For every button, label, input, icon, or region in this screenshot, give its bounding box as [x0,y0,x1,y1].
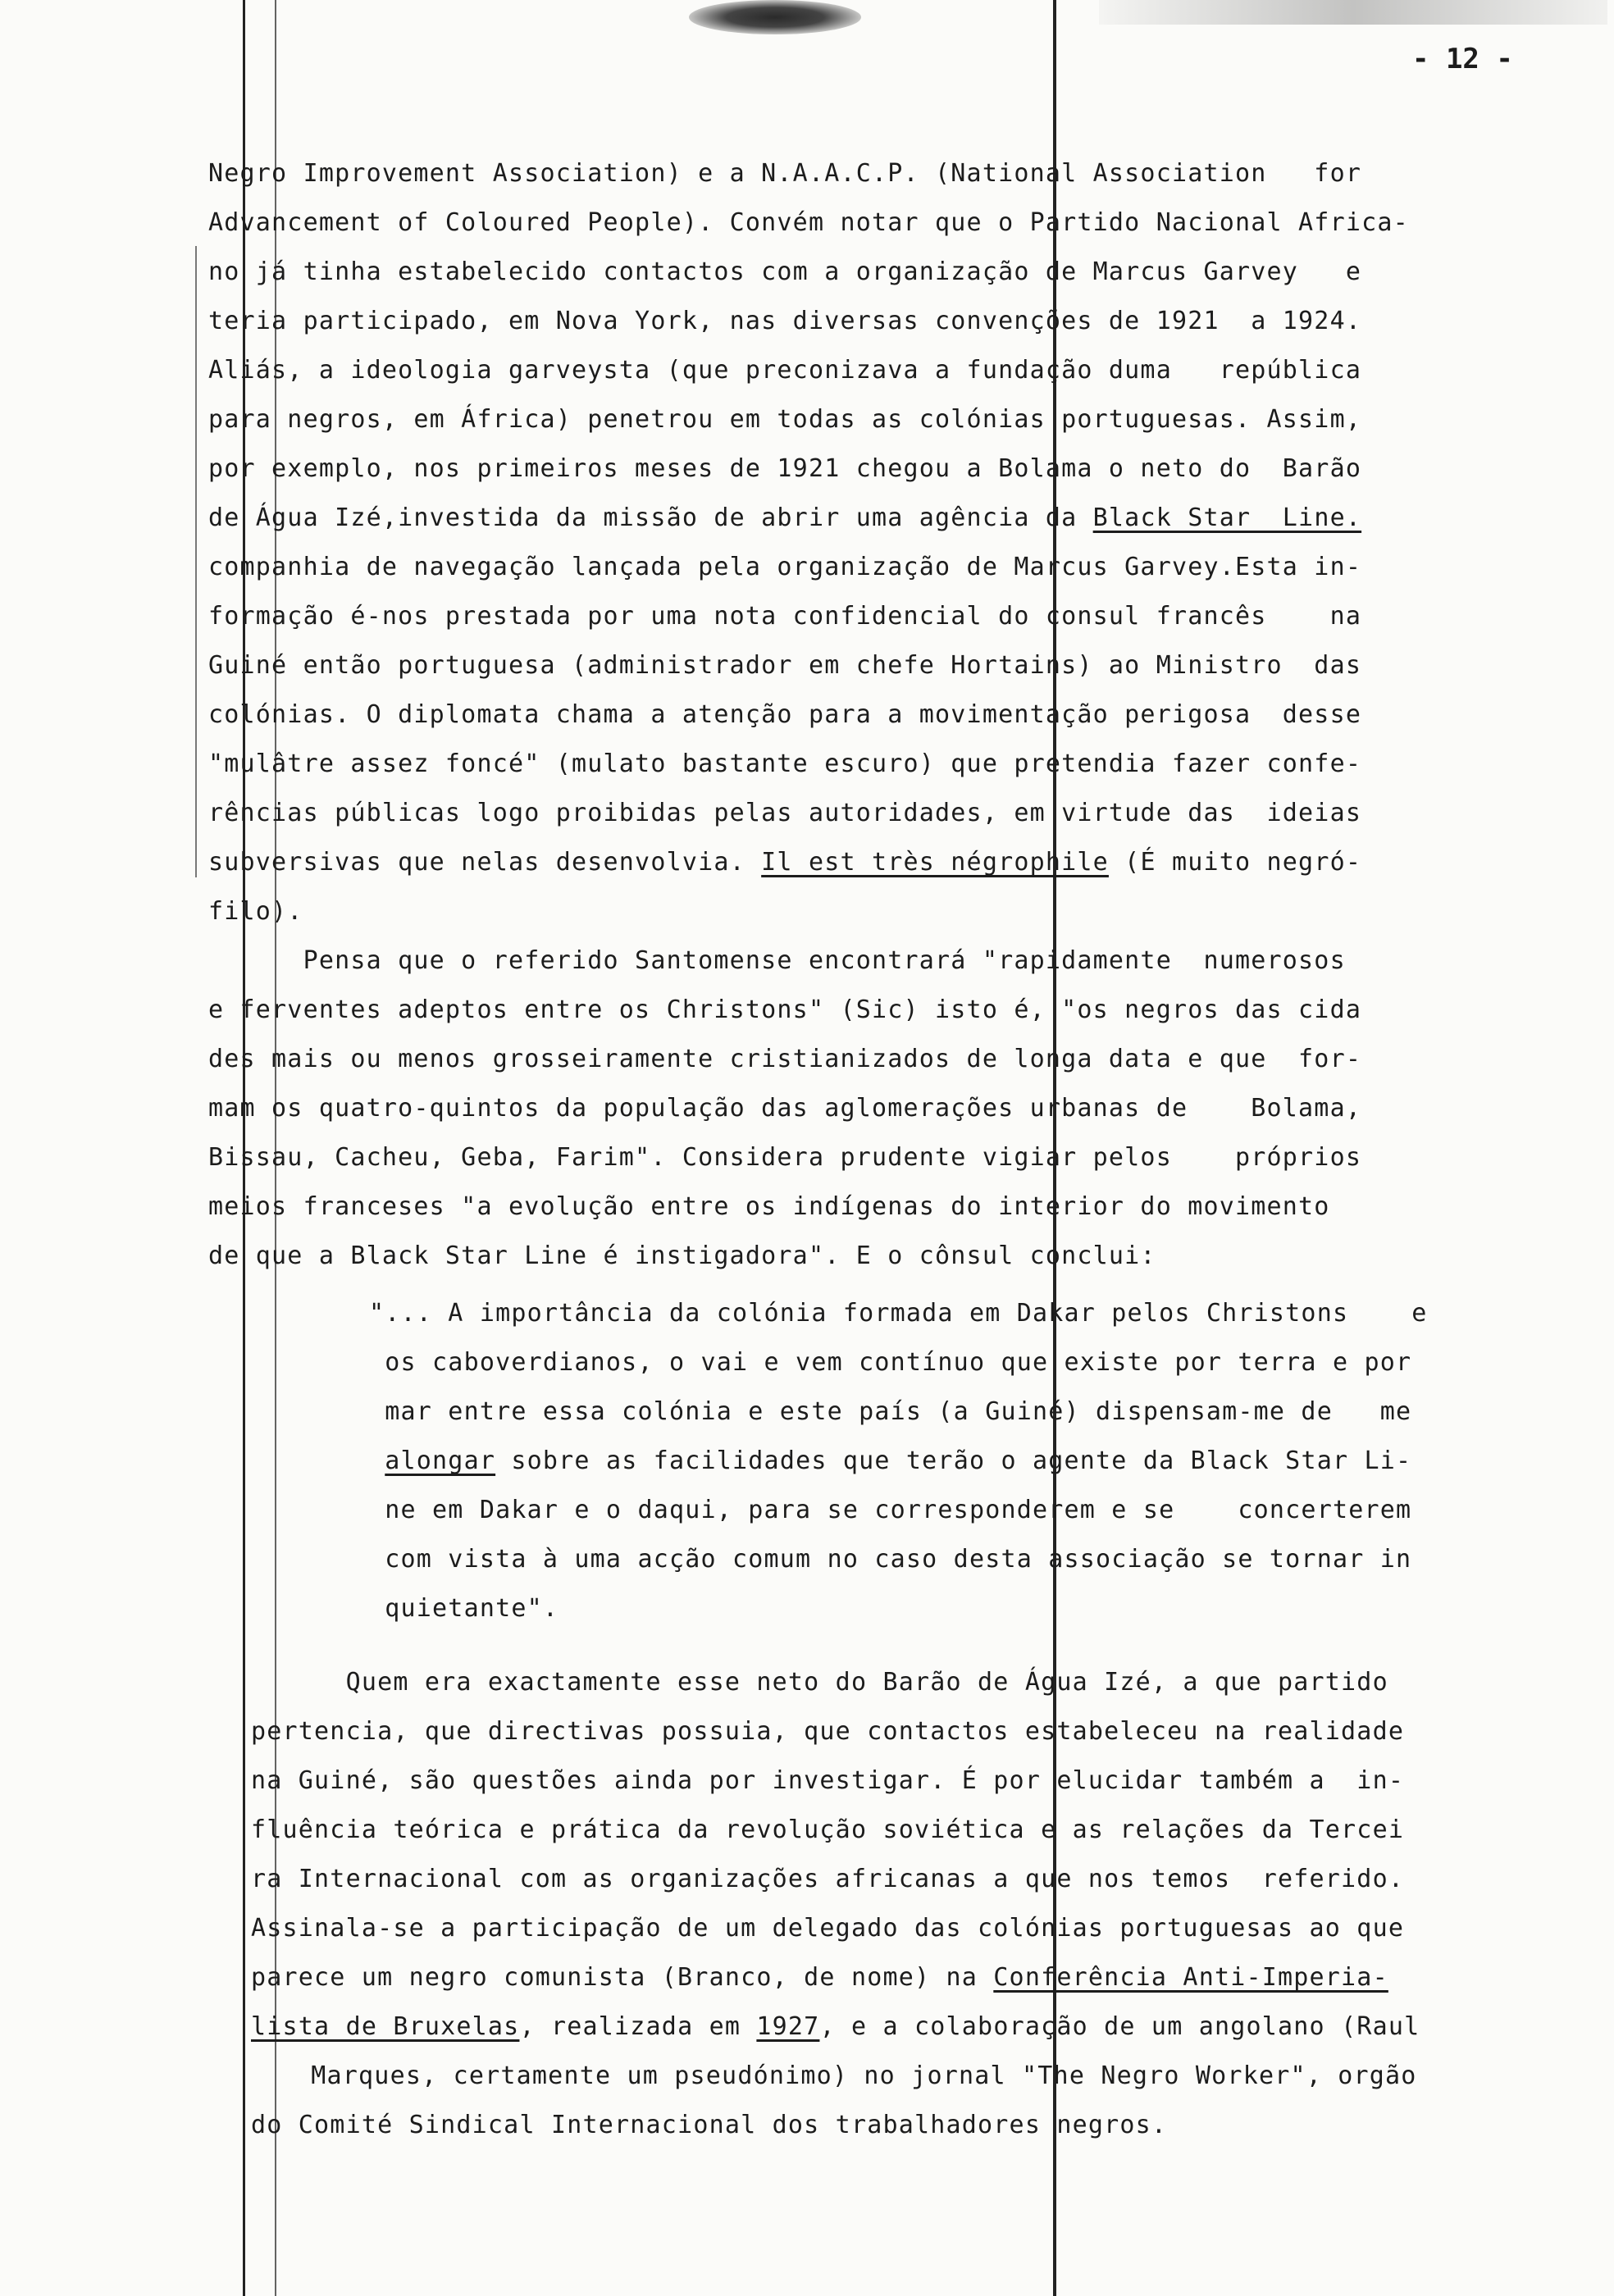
underlined-negrophile: Il est très négrophile [761,848,1109,877]
para1-line-14: rências públicas logo proibidas pelas autoridades, em virtude das ideias [208,799,1362,827]
underlined-black-star-line: Black Star Line. [1092,503,1362,532]
quote-line-4: alongar sobre as facilidades que terão o agente da Black Star Li- [385,1446,1412,1475]
para1-line-5: Aliás, a ideologia garveysta (que preconizava a fundação duma república [208,356,1362,385]
para1-line-9: companhia de navegação lançada pela organização de Marcus Garvey.Esta in- [208,553,1362,581]
quote-line-5: ne em Dakar e o daqui, para se corresponderem e se concerterem [369,1496,1412,1524]
para1-line-1: Negro Improvement Association) e a N.A.A.C.P. (National Association for [208,159,1362,188]
para4-line-10: do Comité Sindical Internacional dos trabalhadores negros. [251,2111,1168,2139]
para1-line-12: colónias. O diplomata chama a atenção para a movimentação perigosa desse [208,700,1362,729]
quote-line-1: "... A importância da colónia formada em Dakar pelos Christons e [369,1299,1428,1328]
scan-smudge-top-right [1099,0,1607,25]
para2-line-4: mam os quatro-quintos da população das aglomerações urbanas de Bolama, [208,1094,1362,1123]
para1-line-3: no já tinha estabelecido contactos com a organização de Marcus Garvey e [208,257,1362,286]
para1-line-15: subversivas que nelas desenvolvia. Il est très négrophile (É muito negró- [208,848,1362,877]
para1-line-10: formação é-nos prestada por uma nota confidencial do consul francês na [208,602,1362,631]
para2-line-5: Bissau, Cacheu, Geba, Farim". Considera prudente vigiar pelos próprios [208,1143,1362,1172]
para4-line-4: fluência teórica e prática da revolução soviética e as relações da Tercei [251,1815,1405,1844]
para1-line-16: filo). [208,897,303,926]
para4-line-2: pertencia, que directivas possuia, que contactos estabeleceu na realidade [251,1717,1405,1746]
para4-line-5: ra Internacional com as organizações africanas a que nos temos referido. [251,1865,1405,1893]
para4-line-1: Quem era exactamente esse neto do Barão de Água Izé, a que partido [251,1668,1388,1697]
para4-line-6: Assinala-se a participação de um delegado das colónias portuguesas ao que [251,1914,1405,1943]
underlined-year: 1927 [756,2012,820,2041]
para1-line-4: teria participado, em Nova York, nas diversas convenções de 1921 a 1924. [208,307,1362,335]
para2-line-6: meios franceses "a evolução entre os indígenas do interior do movimento [208,1192,1330,1221]
para1-line-13: "mulâtre assez foncé" (mulato bastante escuro) que pretendia fazer confe- [208,749,1362,778]
quote-line-7: quietante". [369,1594,559,1623]
quote-line-2: os caboverdianos, o vai e vem contínuo que existe por terra e por [369,1348,1412,1377]
para4-line-3: na Guiné, são questões ainda por investigar. É por elucidar também a in- [251,1766,1405,1795]
margin-mark [195,246,197,877]
scan-smudge [689,0,861,34]
para2-line-7: de que a Black Star Line é instigadora". E o cônsul conclui: [208,1241,1156,1270]
page-number: - 12 - [1412,43,1513,75]
para2-line-1: Pensa que o referido Santomense encontrará "rapidamente numerosos [208,946,1346,975]
underlined-alongar: alongar [385,1446,496,1475]
para1-line-2: Advancement of Coloured People). Convém notar que o Partido Nacional Africa- [208,208,1409,237]
underlined-bruxelas: lista de Bruxelas [251,2012,520,2041]
para1-line-8: de Água Izé,investida da missão de abrir uma agência da Black Star Line. [208,503,1362,532]
quote-line-3: mar entre essa colónia e este país (a Guiné) dispensam-me de me [369,1397,1412,1426]
para4-line-9: Marques, certamente um pseudónimo) no jornal "The Negro Worker", orgão [295,2061,1417,2090]
para1-line-11: Guiné então portuguesa (administrador em chefe Hortains) ao Ministro das [208,651,1362,680]
para2-line-3: des mais ou menos grosseiramente cristianizados de longa data e que for- [208,1045,1362,1073]
underlined-conferencia: Conferência Anti-Imperia- [993,1963,1388,1992]
para1-line-6: para negros, em África) penetrou em todas as colónias portuguesas. Assim, [208,405,1362,434]
para4-line-7: parece um negro comunista (Branco, de nome) na Conferência Anti-Imperia- [251,1963,1388,1992]
para2-line-2: e ferventes adeptos entre os Christons" (Sic) isto é, "os negros das cida [208,995,1362,1024]
quote-line-6: com vista à uma acção comum no caso desta associação se tornar in [369,1545,1412,1574]
para1-line-7: por exemplo, nos primeiros meses de 1921 chegou a Bolama o neto do Barão [208,454,1362,483]
para4-line-8: lista de Bruxelas, realizada em 1927, e a colaboração de um angolano (Raul [251,2012,1420,2041]
